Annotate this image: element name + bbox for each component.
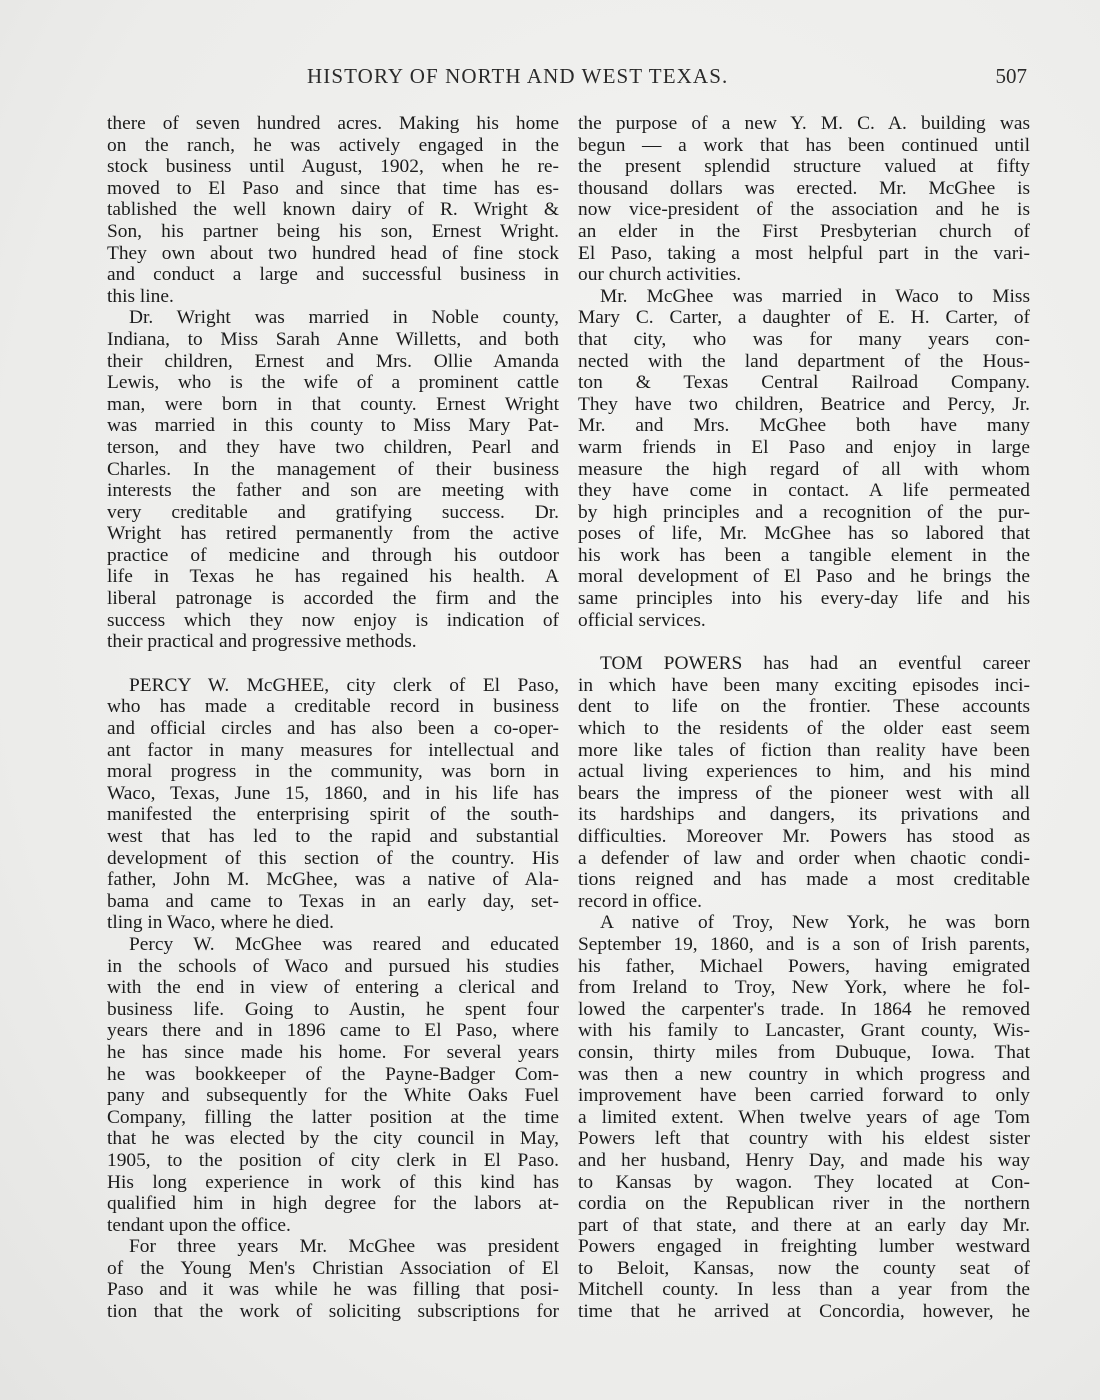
text-line: his father, Michael Powers, having emigrated <box>578 955 1030 977</box>
text-line: tling in Waco, where he died. <box>107 912 334 934</box>
text-line: on the ranch, he was actively engaged in the <box>107 134 559 156</box>
text-line: their practical and progressive methods. <box>107 631 417 653</box>
text-line: Charles. In the management of their business <box>107 458 559 480</box>
text-line: qualified him in high degree for the labors at- <box>107 1193 559 1215</box>
left-column <box>107 113 559 1323</box>
text-line: who has made a creditable record in business <box>107 696 559 718</box>
text-line: manifested the enterprising spirit of the south- <box>107 804 559 826</box>
text-line: tions reigned and has made a most creditable <box>578 869 1030 891</box>
text-line: official services. <box>578 609 706 631</box>
text-line: record in office. <box>578 890 703 912</box>
text-line: Wright has retired permanently from the active <box>107 523 559 545</box>
text-line: poses of life, Mr. McGhee has so labored that <box>578 523 1030 545</box>
text-line: warm friends in El Paso and enjoy in large <box>578 436 1030 458</box>
text-line: Mary C. Carter, a daughter of E. H. Carter, of <box>578 307 1030 329</box>
text-line: Mitchell county. In less than a year from the <box>578 1279 1030 1301</box>
text-line: dent to life on the frontier. These accounts <box>578 696 1030 718</box>
text-line: tendant upon the office. <box>107 1214 291 1236</box>
running-title: HISTORY OF NORTH AND WEST TEXAS. <box>307 64 729 88</box>
text-line: measure the high regard of all with whom <box>578 458 1030 480</box>
text-line: terson, and they have two children, Pearl and <box>107 436 559 458</box>
text-line: El Paso, taking a most helpful part in the vari- <box>578 242 1030 264</box>
text-line: interests the father and son are meeting with <box>107 480 559 502</box>
text-line: there of seven hundred acres. Making his home <box>107 113 559 134</box>
text-line: tablished the well known dairy of R. Wright & <box>107 199 559 221</box>
text-line: man, were born in that county. Ernest Wright <box>107 393 559 415</box>
paragraph-first-line: For three years Mr. McGhee was president <box>129 1236 559 1258</box>
text-line: 1905, to the position of city clerk in El Paso. <box>107 1149 559 1171</box>
text-line: more like tales of fiction than reality have been <box>578 739 1030 761</box>
paragraph-first-line: TOM POWERS has had an eventful career <box>600 653 1030 675</box>
text-line: bears the impress of the pioneer west with all <box>578 782 1030 804</box>
text-line: They have two children, Beatrice and Percy, Jr. <box>578 393 1030 415</box>
text-line: father, John M. McGhee, was a native of Ala- <box>107 869 559 891</box>
text-line: an elder in the First Presbyterian church of <box>578 220 1030 242</box>
text-line: and her husband, Henry Day, and made his way <box>578 1149 1030 1171</box>
text-line: was married in this county to Miss Mary Pat- <box>107 415 559 437</box>
paragraph-first-line: PERCY W. McGHEE, city clerk of El Paso, <box>129 674 559 696</box>
paragraph-gap <box>107 653 559 675</box>
text-line: practice of medicine and through his outdoor <box>107 544 559 566</box>
text-line: improvement have been carried forward to only <box>578 1085 1030 1107</box>
text-line: with the end in view of entering a clerical and <box>107 977 559 999</box>
paragraph-first-line: Percy W. McGhee was reared and educated <box>129 933 559 955</box>
text-line: the purpose of a new Y. M. C. A. building was <box>578 113 1030 134</box>
paragraph-gap <box>578 631 1030 653</box>
text-line: moved to El Paso and since that time has es- <box>107 177 559 199</box>
text-line: tion that the work of soliciting subscriptions for <box>107 1301 559 1323</box>
running-head <box>307 64 1027 96</box>
text-line: life in Texas he has regained his health. A <box>107 566 559 588</box>
text-line: which to the residents of the older east seem <box>578 718 1030 740</box>
text-line: Waco, Texas, June 15, 1860, and in his life has <box>107 782 559 804</box>
text-line: September 19, 1860, and is a son of Irish parents, <box>578 933 1030 955</box>
text-line: west that has led to the rapid and substantial <box>107 826 559 847</box>
text-line: cordia on the Republican river in the northern <box>578 1193 1030 1215</box>
text-line: Indiana, to Miss Sarah Anne Willetts, and both <box>107 328 559 350</box>
paragraph-first-line: A native of Troy, New York, he was born <box>600 912 1030 934</box>
text-line: a limited extent. When twelve years of age Tom <box>578 1106 1030 1128</box>
text-line: years there and in 1896 came to El Paso, where <box>107 1020 559 1042</box>
text-line: in which have been many exciting episodes inci- <box>578 674 1030 696</box>
text-line: actual living experiences to him, and his mind <box>578 761 1030 783</box>
text-line: Company, filling the latter position at the time <box>107 1106 559 1128</box>
text-line: this line. <box>107 285 174 307</box>
text-line: to Kansas by wagon. They located at Con- <box>578 1171 1030 1193</box>
text-line: business life. Going to Austin, he spent four <box>107 998 559 1020</box>
text-line: was then a new country in which progress and <box>578 1063 1030 1085</box>
text-line: stock business until August, 1902, when he re- <box>107 156 559 178</box>
text-line: nected with the land department of the Hous- <box>578 350 1030 372</box>
text-line: same principles into his every-day life and his <box>578 588 1030 610</box>
text-line: moral development of El Paso and he brings the <box>578 566 1030 588</box>
text-line: that city, who was for many years con- <box>578 328 1030 350</box>
text-line: They own about two hundred head of fine stock <box>107 242 559 264</box>
text-line: His long experience in work of this kind has <box>107 1171 559 1193</box>
page-number: 507 <box>995 64 1027 88</box>
text-line: liberal patronage is accorded the firm and the <box>107 588 559 610</box>
text-line: moral progress in the community, was born in <box>107 761 559 783</box>
right-column <box>578 113 1030 1323</box>
text-line: in the schools of Waco and pursued his studies <box>107 955 559 977</box>
text-line: Powers left that country with his eldest sister <box>578 1128 1030 1150</box>
text-line: by high principles and a recognition of the pur- <box>578 501 1030 523</box>
text-line: time that he arrived at Concordia, however, he <box>578 1301 1030 1323</box>
text-line: to Beloit, Kansas, now the county seat of <box>578 1257 1030 1279</box>
text-line: development of this section of the country. His <box>107 847 559 869</box>
text-line: bama and came to Texas in an early day, set- <box>107 890 559 912</box>
text-line: a defender of law and order when chaotic condi- <box>578 847 1030 869</box>
text-line: his work has been a tangible element in the <box>578 544 1030 566</box>
text-line: he has since made his home. For several years <box>107 1041 559 1063</box>
text-line: Son, his partner being his son, Ernest Wright. <box>107 220 559 242</box>
text-line: its hardships and dangers, its privations and <box>578 804 1030 826</box>
text-line: our church activities. <box>578 264 742 286</box>
text-line: very creditable and gratifying success. Dr. <box>107 501 559 523</box>
text-line: and official circles and has also been a co-oper- <box>107 718 559 740</box>
text-line: the present splendid structure valued at fifty <box>578 156 1030 178</box>
text-line: Paso and it was while he was filling that posi- <box>107 1279 559 1301</box>
text-line: Powers engaged in freighting lumber westward <box>578 1236 1030 1258</box>
text-line: and conduct a large and successful business in <box>107 264 559 286</box>
text-line: they have come in contact. A life permeated <box>578 480 1030 502</box>
text-line: Mr. and Mrs. McGhee both have many <box>578 415 1030 437</box>
text-line: part of that state, and there at an early day Mr. <box>578 1214 1030 1236</box>
text-line: ton & Texas Central Railroad Company. <box>578 372 1030 394</box>
paragraph-first-line: Dr. Wright was married in Noble county, <box>129 307 559 329</box>
text-line: difficulties. Moreover Mr. Powers has stood as <box>578 826 1030 847</box>
paragraph-first-line: Mr. McGhee was married in Waco to Miss <box>600 285 1030 307</box>
text-line: success which they now enjoy is indication of <box>107 609 559 631</box>
text-line: he was bookkeeper of the Payne-Badger Com- <box>107 1063 559 1085</box>
text-line: of the Young Men's Christian Association of El <box>107 1257 559 1279</box>
text-line: now vice-president of the association and he is <box>578 199 1030 221</box>
text-line: their children, Ernest and Mrs. Ollie Amanda <box>107 350 559 372</box>
text-line: with his family to Lancaster, Grant county, Wis- <box>578 1020 1030 1042</box>
text-line: pany and subsequently for the White Oaks Fuel <box>107 1085 559 1107</box>
text-line: ant factor in many measures for intellectual and <box>107 739 559 761</box>
text-line: that he was elected by the city council in May, <box>107 1128 559 1150</box>
text-line: thousand dollars was erected. Mr. McGhee is <box>578 177 1030 199</box>
text-line: from Ireland to Troy, New York, where he fol- <box>578 977 1030 999</box>
text-line: consin, thirty miles from Dubuque, Iowa. That <box>578 1041 1030 1063</box>
text-line: begun — a work that has been continued until <box>578 134 1030 156</box>
text-line: Lewis, who is the wife of a prominent cattle <box>107 372 559 394</box>
text-line: lowed the carpenter's trade. In 1864 he removed <box>578 998 1030 1020</box>
